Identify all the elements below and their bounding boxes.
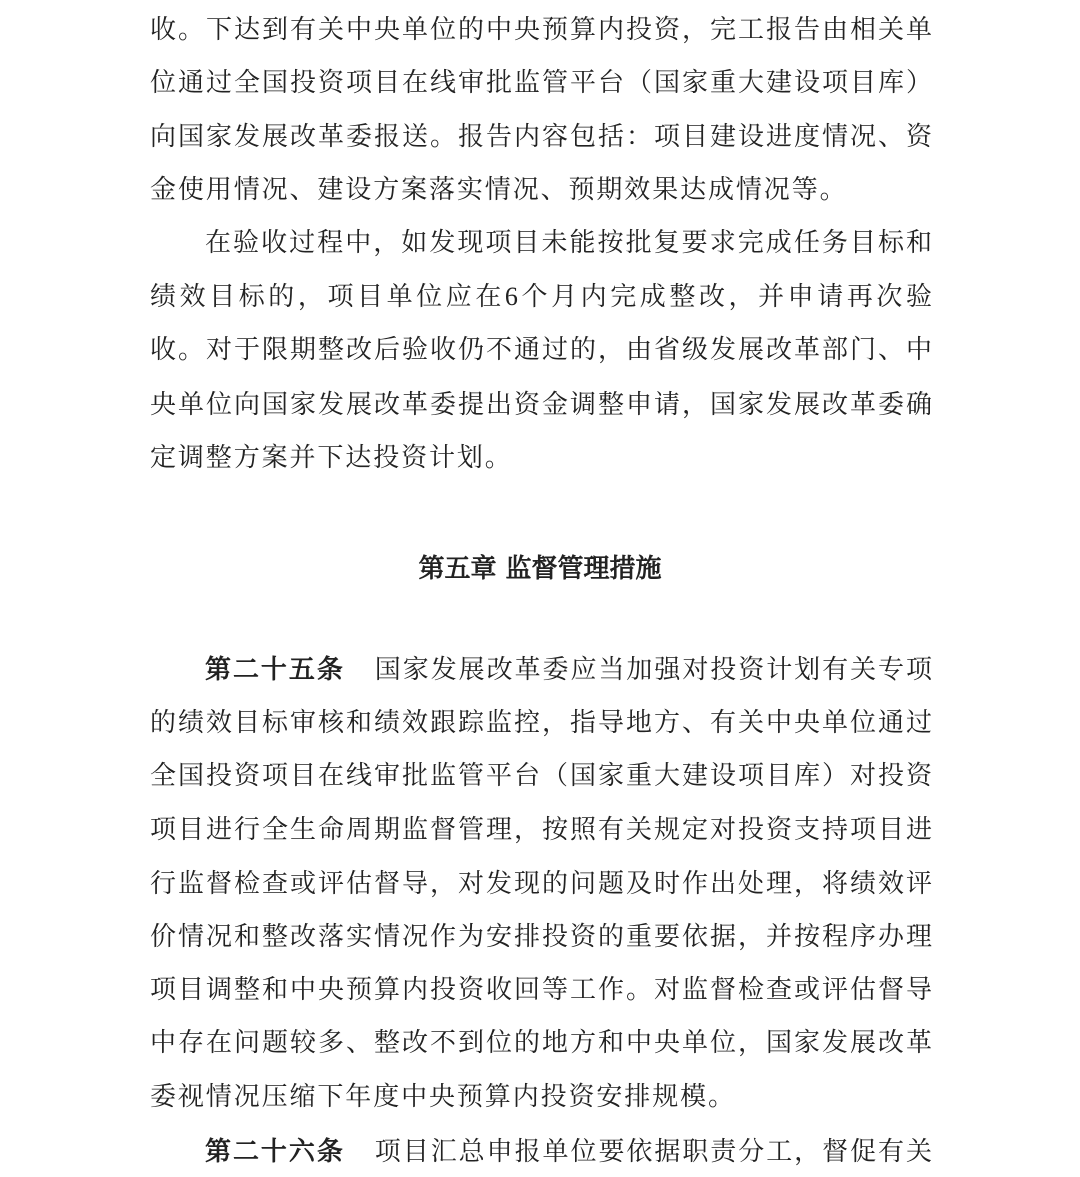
article-text: 项目汇总申报单位要依据职责分工，督促有关 xyxy=(374,1137,932,1166)
paragraph-line: 委视情况压缩下年度中央预算内投资安排规模。 xyxy=(150,1082,736,1111)
article-line xyxy=(205,653,932,687)
paragraph-line: 收。下达到有关中央单位的中央预算内投资，完工报告由相关单 xyxy=(150,15,932,44)
article-line xyxy=(205,1135,932,1169)
article-label: 第二十六条 xyxy=(205,1137,345,1167)
paragraph-line: 向国家发展改革委报送。报告内容包括：项目建设进度情况、资 xyxy=(150,122,932,151)
paragraph-line: 项目调整和中央预算内投资收回等工作。对监督检查或评估督导 xyxy=(150,975,932,1004)
paragraph-line: 项目进行全生命周期监督管理，按照有关规定对投资支持项目进 xyxy=(150,815,932,844)
paragraph-line: 的绩效目标审核和绩效跟踪监控，指导地方、有关中央单位通过 xyxy=(150,708,932,737)
paragraph-line: 绩效目标的，项目单位应在6个月内完成整改，并申请再次验 xyxy=(150,282,932,311)
paragraph-line: 收。对于限期整改后验收仍不通过的，由省级发展改革部门、中 xyxy=(150,335,932,364)
paragraph-line: 中存在问题较多、整改不到位的地方和中央单位，国家发展改革 xyxy=(150,1028,932,1057)
paragraph-line: 位通过全国投资项目在线审批监管平台（国家重大建设项目库） xyxy=(150,68,932,97)
paragraph-line: 行监督检查或评估督导，对发现的问题及时作出处理，将绩效评 xyxy=(150,869,932,898)
chapter-heading: 第五章 监督管理措施 xyxy=(418,554,662,584)
paragraph-line: 全国投资项目在线审批监管平台（国家重大建设项目库）对投资 xyxy=(150,761,932,790)
article-label: 第二十五条 xyxy=(205,655,345,685)
paragraph-line: 定调整方案并下达投资计划。 xyxy=(150,443,513,472)
article-text: 国家发展改革委应当加强对投资计划有关专项 xyxy=(374,655,932,684)
paragraph-line: 央单位向国家发展改革委提出资金调整申请，国家发展改革委确 xyxy=(150,390,932,419)
paragraph-line: 价情况和整改落实情况作为安排投资的重要依据，并按程序办理 xyxy=(150,922,932,951)
paragraph-line: 金使用情况、建设方案落实情况、预期效果达成情况等。 xyxy=(150,175,848,204)
paragraph-line: 在验收过程中，如发现项目未能按批复要求完成任务目标和 xyxy=(205,228,932,257)
